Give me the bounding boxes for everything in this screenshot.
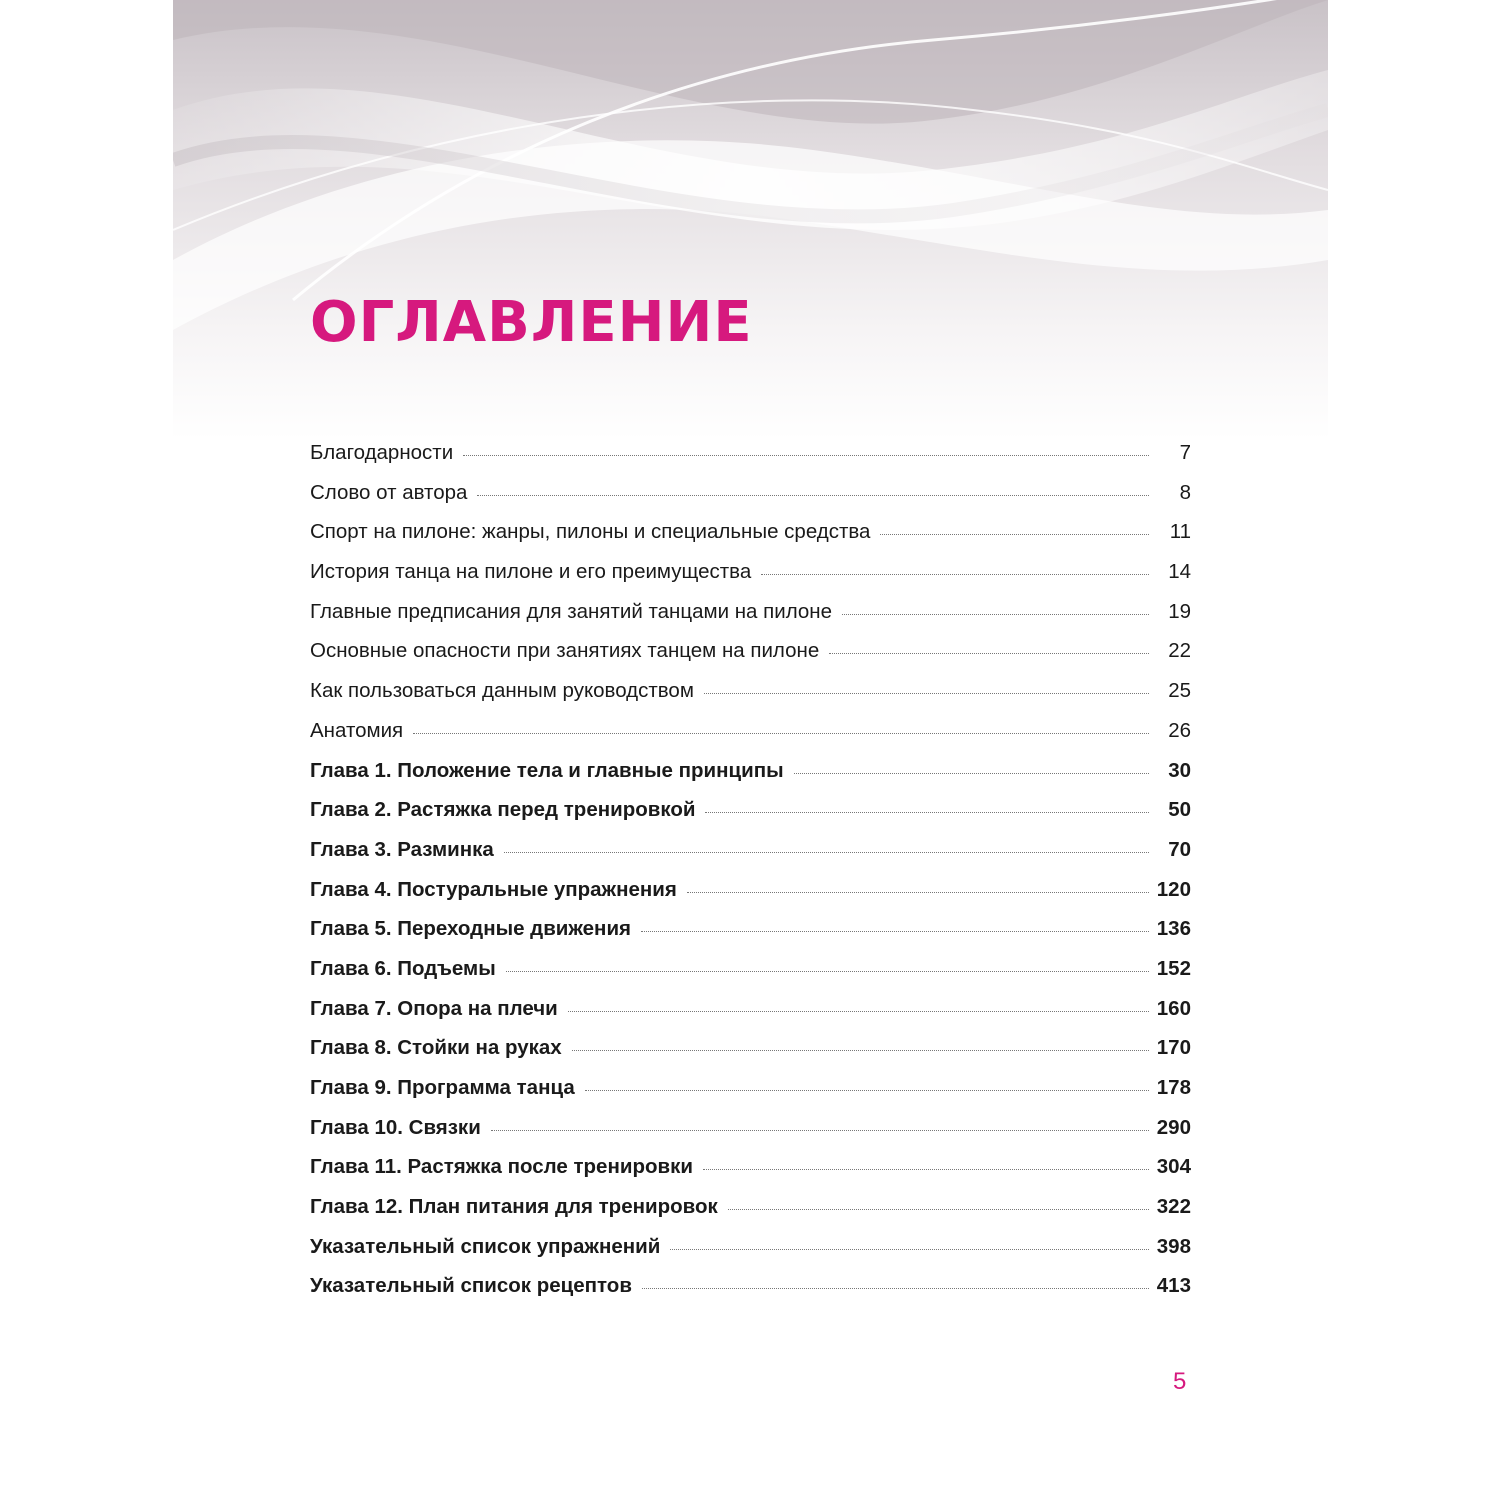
silk-wave-background — [173, 0, 1328, 440]
toc-entry-page: 304 — [1156, 1155, 1191, 1179]
toc-entry — [310, 798, 1191, 838]
table-of-contents — [310, 441, 1191, 1314]
dot-leader — [491, 1130, 1149, 1131]
toc-entry — [310, 1235, 1191, 1275]
toc-entry — [310, 520, 1191, 560]
toc-entry-page: 7 — [1179, 441, 1191, 464]
toc-entry — [310, 481, 1191, 521]
toc-entry — [310, 759, 1191, 799]
toc-entry-page: 26 — [1168, 718, 1191, 742]
book-page — [173, 0, 1328, 1500]
toc-entry-title: Глава 9. Программа танца — [310, 1076, 575, 1099]
toc-entry-title: Глава 4. Постуральные упражнения — [310, 877, 677, 901]
toc-entry-page: 160 — [1156, 996, 1191, 1020]
toc-entry-page: 70 — [1168, 837, 1191, 861]
dot-leader — [506, 971, 1149, 972]
dot-leader — [704, 693, 1149, 694]
toc-entry-page: 25 — [1168, 679, 1191, 703]
toc-entry — [310, 878, 1191, 918]
toc-entry-page: 22 — [1168, 639, 1191, 663]
toc-entry — [310, 1274, 1191, 1314]
toc-entry-page: 19 — [1168, 599, 1191, 623]
toc-entry — [310, 441, 1191, 481]
toc-entry — [310, 1076, 1191, 1116]
toc-entry — [310, 1116, 1191, 1156]
dot-leader — [504, 852, 1149, 853]
dot-leader — [477, 495, 1149, 496]
dot-leader — [794, 773, 1149, 774]
dot-leader — [642, 1288, 1149, 1289]
toc-entry — [310, 560, 1191, 600]
toc-entry — [310, 679, 1191, 719]
dot-leader — [641, 931, 1149, 932]
dot-leader — [705, 812, 1149, 813]
dot-leader — [761, 574, 1149, 575]
toc-entry — [310, 917, 1191, 957]
toc-entry-page: 136 — [1156, 917, 1191, 941]
toc-entry — [310, 1195, 1191, 1235]
toc-entry-page: 322 — [1156, 1195, 1191, 1219]
toc-entry-page: 14 — [1168, 560, 1191, 584]
toc-entry-title: Благодарности — [310, 441, 454, 464]
dot-leader — [413, 733, 1149, 734]
toc-entry-title: Глава 3. Разминка — [310, 837, 494, 861]
toc-entry-page: 8 — [1179, 480, 1191, 504]
toc-entry-page: 30 — [1168, 758, 1191, 782]
dot-leader — [687, 892, 1149, 893]
toc-entry-title: Указательный список упражнений — [310, 1234, 661, 1258]
toc-entry-title: Глава 1. Положение тела и главные принципы — [310, 758, 784, 782]
toc-entry — [310, 600, 1191, 640]
toc-entry-title: Глава 8. Стойки на руках — [310, 1036, 562, 1060]
toc-entry-title: Указательный список рецептов — [310, 1274, 632, 1298]
dot-leader — [728, 1209, 1149, 1210]
toc-entry-page: 170 — [1156, 1036, 1191, 1060]
toc-entry — [310, 1155, 1191, 1195]
toc-entry-title: Спорт на пилоне: жанры, пилоны и специальные средства — [310, 520, 871, 544]
toc-entry-title: Глава 11. Растяжка после тренировки — [310, 1155, 693, 1179]
toc-entry-title: Глава 10. Связки — [310, 1115, 481, 1139]
toc-entry-title: Глава 6. Подъемы — [310, 956, 496, 980]
toc-entry — [310, 1036, 1191, 1076]
dot-leader — [829, 653, 1149, 654]
toc-entry-title: Глава 7. Опора на плечи — [310, 996, 558, 1020]
toc-entry — [310, 838, 1191, 878]
dot-leader — [572, 1050, 1149, 1051]
dot-leader — [463, 455, 1149, 456]
toc-entry-title: Анатомия — [310, 718, 404, 742]
dot-leader — [880, 534, 1149, 535]
dot-leader — [585, 1090, 1149, 1091]
toc-entry-title: История танца на пилоне и его преимущества — [310, 560, 752, 584]
toc-entry-page: 120 — [1156, 877, 1191, 901]
page-number: 5 — [1173, 1368, 1187, 1395]
toc-entry-page: 178 — [1156, 1076, 1191, 1099]
toc-entry — [310, 639, 1191, 679]
dot-leader — [670, 1249, 1148, 1250]
toc-entry-page: 11 — [1169, 520, 1191, 544]
toc-entry — [310, 997, 1191, 1037]
toc-entry-title: Глава 2. Растяжка перед тренировкой — [310, 798, 696, 822]
dot-leader — [703, 1169, 1149, 1170]
toc-entry-page: 50 — [1168, 798, 1191, 822]
toc-entry — [310, 957, 1191, 997]
toc-entry-page: 152 — [1156, 956, 1191, 980]
toc-entry-title: Основные опасности при занятиях танцем на пилоне — [310, 639, 820, 663]
toc-entry-page: 413 — [1156, 1274, 1191, 1298]
toc-entry-title: Глава 5. Переходные движения — [310, 917, 632, 941]
dot-leader — [568, 1011, 1149, 1012]
toc-entry — [310, 719, 1191, 759]
toc-entry-title: Как пользоваться данным руководством — [310, 679, 694, 703]
dot-leader — [842, 614, 1149, 615]
toc-entry-page: 290 — [1156, 1115, 1191, 1139]
page-title: ОГЛАВЛЕНИЕ — [310, 290, 753, 355]
toc-entry-title: Главные предписания для занятий танцами на пилоне — [310, 599, 833, 623]
toc-entry-title: Слово от автора — [310, 480, 468, 504]
toc-entry-page: 398 — [1156, 1234, 1191, 1258]
toc-entry-title: Глава 12. План питания для тренировок — [310, 1195, 718, 1219]
